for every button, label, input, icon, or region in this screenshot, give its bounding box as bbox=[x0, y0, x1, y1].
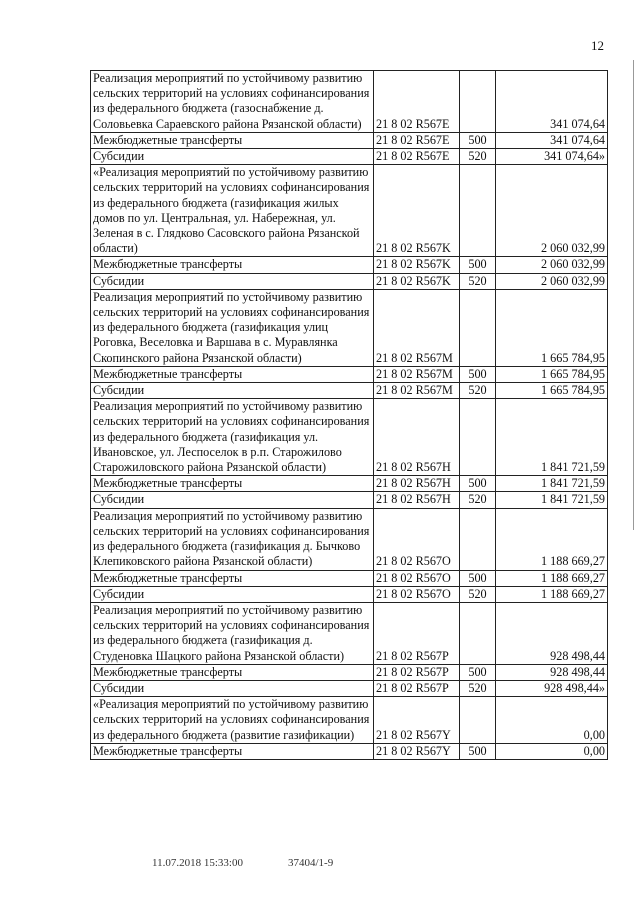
table-row bbox=[91, 680, 608, 696]
row-code-cell: 21 8 02 R567O bbox=[374, 508, 460, 570]
row-name-cell: Межбюджетные трансферты bbox=[91, 664, 374, 680]
row-name-cell: Межбюджетные трансферты bbox=[91, 476, 374, 492]
row-code-cell: 21 8 02 R567P bbox=[374, 602, 460, 664]
row-amount-cell: 0,00 bbox=[496, 743, 608, 759]
row-code-cell: 21 8 02 R567Y bbox=[374, 743, 460, 759]
table-row bbox=[91, 71, 608, 133]
row-code-cell: 21 8 02 R567H bbox=[374, 399, 460, 476]
row-name-cell: Субсидии bbox=[91, 273, 374, 289]
table-row bbox=[91, 570, 608, 586]
row-amount-cell: 1 188 669,27 bbox=[496, 570, 608, 586]
footer-document-ref: 37404/1-9 bbox=[288, 857, 334, 869]
row-code-cell: 21 8 02 R567P bbox=[374, 680, 460, 696]
row-name-cell: «Реализация мероприятий по устойчивому развитию сельских территорий на условиях софинансирования из федерального бюджета (развитие газификации) bbox=[91, 697, 374, 744]
row-amount-cell: 1 841 721,59 bbox=[496, 399, 608, 476]
row-type-cell: 520 bbox=[460, 680, 496, 696]
row-code-cell: 21 8 02 R567E bbox=[374, 132, 460, 148]
row-type-cell: 500 bbox=[460, 257, 496, 273]
row-type-cell: 520 bbox=[460, 149, 496, 165]
row-amount-cell: 1 188 669,27 bbox=[496, 508, 608, 570]
row-type-cell: 500 bbox=[460, 366, 496, 382]
row-code-cell: 21 8 02 R567H bbox=[374, 476, 460, 492]
row-type-cell: 500 bbox=[460, 743, 496, 759]
row-code-cell: 21 8 02 R567O bbox=[374, 586, 460, 602]
table-row bbox=[91, 664, 608, 680]
row-code-cell: 21 8 02 R567M bbox=[374, 366, 460, 382]
row-amount-cell: 341 074,64 bbox=[496, 71, 608, 133]
row-type-cell: 520 bbox=[460, 383, 496, 399]
row-code-cell: 21 8 02 R567H bbox=[374, 492, 460, 508]
row-type-cell: 500 bbox=[460, 570, 496, 586]
row-amount-cell: 1 841 721,59 bbox=[496, 476, 608, 492]
row-type-cell bbox=[460, 289, 496, 366]
table-row bbox=[91, 289, 608, 366]
row-type-cell bbox=[460, 602, 496, 664]
row-type-cell: 520 bbox=[460, 273, 496, 289]
row-code-cell: 21 8 02 R567E bbox=[374, 149, 460, 165]
row-code-cell: 21 8 02 R567Y bbox=[374, 697, 460, 744]
row-amount-cell: 0,00 bbox=[496, 697, 608, 744]
row-code-cell: 21 8 02 R567K bbox=[374, 257, 460, 273]
row-name-cell: Субсидии bbox=[91, 492, 374, 508]
row-type-cell bbox=[460, 697, 496, 744]
row-name-cell: Межбюджетные трансферты bbox=[91, 257, 374, 273]
row-code-cell: 21 8 02 R567P bbox=[374, 664, 460, 680]
row-amount-cell: 1 665 784,95 bbox=[496, 383, 608, 399]
row-name-cell: Реализация мероприятий по устойчивому развитию сельских территорий на условиях софинансирования из федерального бюджета (газификация д. Бычково Клепиковского района Рязанской области) bbox=[91, 508, 374, 570]
row-amount-cell: 1 841 721,59 bbox=[496, 492, 608, 508]
row-amount-cell: 928 498,44 bbox=[496, 664, 608, 680]
row-type-cell: 500 bbox=[460, 132, 496, 148]
table-row bbox=[91, 508, 608, 570]
table-row bbox=[91, 165, 608, 257]
row-type-cell bbox=[460, 399, 496, 476]
row-type-cell bbox=[460, 508, 496, 570]
budget-table-body bbox=[91, 71, 608, 760]
table-row bbox=[91, 476, 608, 492]
row-amount-cell: 2 060 032,99 bbox=[496, 273, 608, 289]
row-type-cell: 500 bbox=[460, 476, 496, 492]
row-amount-cell: 341 074,64» bbox=[496, 149, 608, 165]
row-name-cell: Реализация мероприятий по устойчивому развитию сельских территорий на условиях софинансирования из федерального бюджета (газоснабжение д. Соловьевка Сараевского района Рязанской области) bbox=[91, 71, 374, 133]
row-amount-cell: 1 665 784,95 bbox=[496, 289, 608, 366]
table-row bbox=[91, 132, 608, 148]
row-name-cell: Реализация мероприятий по устойчивому развитию сельских территорий на условиях софинансирования из федерального бюджета (газификация ул. Ивановское, ул. Леспоселок в р.п. Старожилово Старожиловского района Рязанской области) bbox=[91, 399, 374, 476]
table-row bbox=[91, 743, 608, 759]
row-name-cell: Субсидии bbox=[91, 680, 374, 696]
table-row bbox=[91, 257, 608, 273]
row-code-cell: 21 8 02 R567K bbox=[374, 165, 460, 257]
row-type-cell bbox=[460, 71, 496, 133]
page-number: 12 bbox=[591, 38, 604, 53]
row-code-cell: 21 8 02 R567O bbox=[374, 570, 460, 586]
row-code-cell: 21 8 02 R567K bbox=[374, 273, 460, 289]
row-name-cell: Субсидии bbox=[91, 586, 374, 602]
row-type-cell: 520 bbox=[460, 586, 496, 602]
row-code-cell: 21 8 02 R567E bbox=[374, 71, 460, 133]
table-row bbox=[91, 586, 608, 602]
row-amount-cell: 1 665 784,95 bbox=[496, 366, 608, 382]
scan-edge-line bbox=[633, 60, 634, 530]
table-row bbox=[91, 383, 608, 399]
row-type-cell bbox=[460, 165, 496, 257]
table-row bbox=[91, 273, 608, 289]
row-amount-cell: 2 060 032,99 bbox=[496, 257, 608, 273]
row-name-cell: Межбюджетные трансферты bbox=[91, 570, 374, 586]
row-name-cell: Реализация мероприятий по устойчивому развитию сельских территорий на условиях софинансирования из федерального бюджета (газификация д. Студеновка Шацкого района Рязанской области) bbox=[91, 602, 374, 664]
row-name-cell: Межбюджетные трансферты bbox=[91, 132, 374, 148]
table-row bbox=[91, 149, 608, 165]
table-row bbox=[91, 602, 608, 664]
row-amount-cell: 341 074,64 bbox=[496, 132, 608, 148]
budget-table bbox=[90, 70, 608, 760]
row-name-cell: Реализация мероприятий по устойчивому развитию сельских территорий на условиях софинансирования из федерального бюджета (газификация улиц Роговка, Веселовка и Варшава в с. Муравлянка Скопинского района Рязанской области) bbox=[91, 289, 374, 366]
table-row bbox=[91, 399, 608, 476]
row-code-cell: 21 8 02 R567M bbox=[374, 383, 460, 399]
row-name-cell: Межбюджетные трансферты bbox=[91, 743, 374, 759]
row-code-cell: 21 8 02 R567M bbox=[374, 289, 460, 366]
row-amount-cell: 928 498,44 bbox=[496, 602, 608, 664]
footer-timestamp: 11.07.2018 15:33:00 bbox=[152, 857, 243, 869]
table-row bbox=[91, 492, 608, 508]
row-name-cell: Субсидии bbox=[91, 383, 374, 399]
table-row bbox=[91, 366, 608, 382]
row-amount-cell: 928 498,44» bbox=[496, 680, 608, 696]
row-name-cell: Субсидии bbox=[91, 149, 374, 165]
row-name-cell: «Реализация мероприятий по устойчивому развитию сельских территорий на условиях софинансирования из федерального бюджета (газификация жилых домов по ул. Центральная, ул. Набережная, ул. Зеленая в с. Глядково Сасовского района Рязанской области) bbox=[91, 165, 374, 257]
row-name-cell: Межбюджетные трансферты bbox=[91, 366, 374, 382]
row-amount-cell: 2 060 032,99 bbox=[496, 165, 608, 257]
row-amount-cell: 1 188 669,27 bbox=[496, 586, 608, 602]
table-row bbox=[91, 697, 608, 744]
row-type-cell: 520 bbox=[460, 492, 496, 508]
row-type-cell: 500 bbox=[460, 664, 496, 680]
